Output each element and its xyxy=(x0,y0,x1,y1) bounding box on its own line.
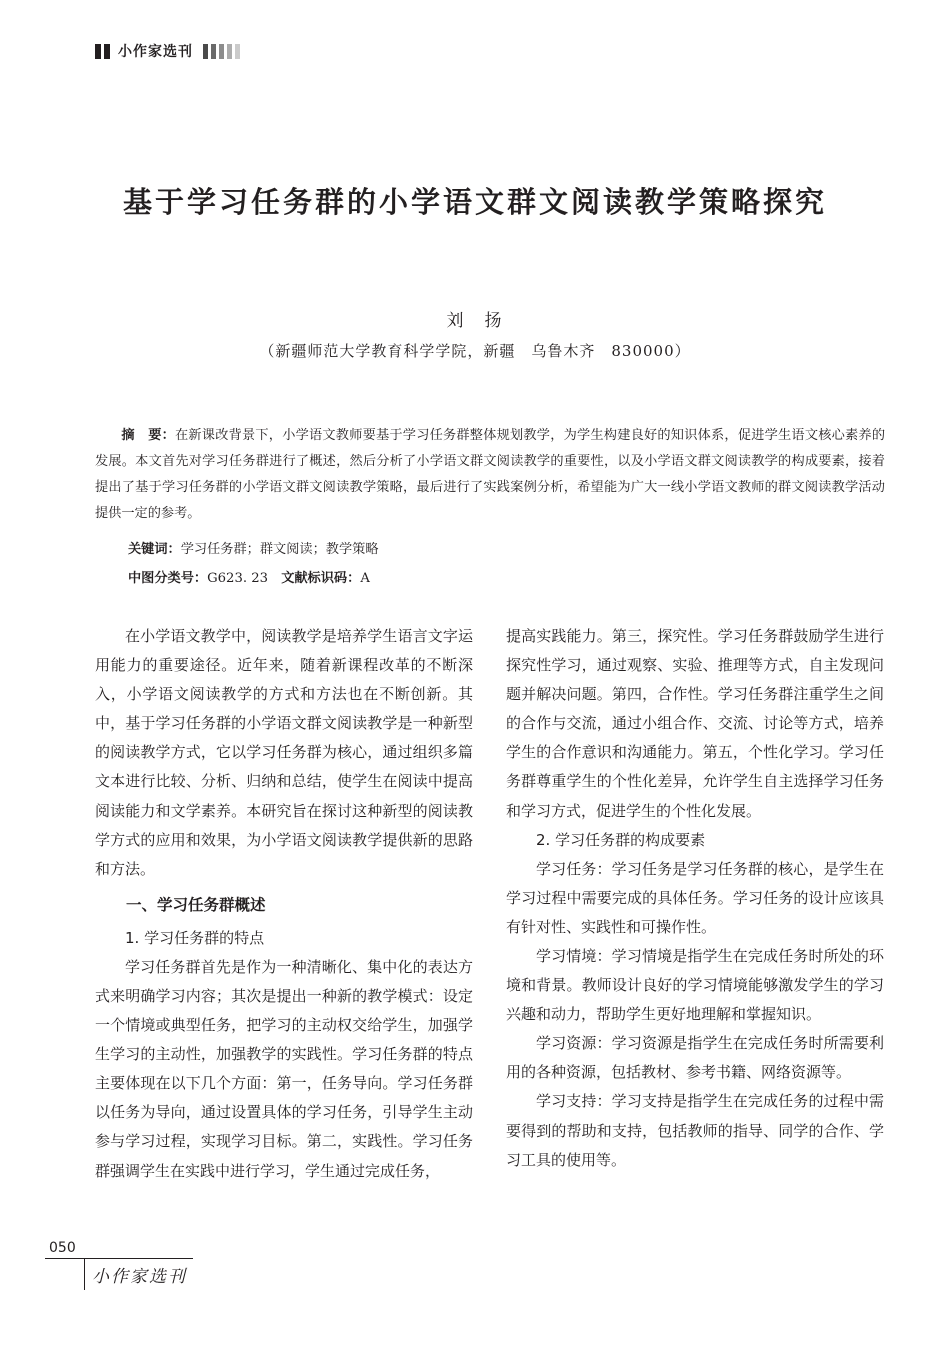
clc-label: 中图分类号： xyxy=(128,571,208,586)
keywords-label: 关键词： xyxy=(128,542,181,557)
keywords xyxy=(128,538,379,557)
section-heading: 一、学习任务群概述 xyxy=(126,895,266,914)
body-column-right xyxy=(506,622,884,1175)
abstract-label: 摘 要： xyxy=(121,428,175,443)
intro-paragraph: 在小学语文教学中，阅读教学是培养学生语言文字运用能力的重要途径。近年来，随着新课程改革的不断深入，小学语文阅读教学的方式和方法也在不断创新。其中，基于学习任务群的小学语文群文阅读教学是一种新型的阅读教学方式，它以学习任务群为核心，通过组织多篇文本进行比较、分析、归纳和总结，使学生在阅读中提高阅读能力和文学素养。本研究旨在探讨这种新型的阅读教学方式的应用和效果，为小学语文阅读教学提供新的思路和方法。 xyxy=(95,627,473,878)
abstract xyxy=(95,423,885,527)
body-paragraph: 学习资源：学习资源是指学生在完成任务时所需要利用的各种资源，包括教材、参考书籍、网络资源等。 xyxy=(506,1034,884,1082)
body-paragraph: 提高实践能力。第三，探究性。学习任务群鼓励学生进行探究性学习，通过观察、实验、推理等方式，自主发现问题并解决问题。第四，合作性。学习任务群注重学生之间的合作与交流，通过小组合作、交流、讨论等方式，培养学生的合作意识和沟通能力。第五，个性化学习。学习任务群尊重学生的个性化差异，允许学生自主选择学习任务和学习方式，促进学生的个性化发展。 xyxy=(506,627,884,820)
footer-brand-logo: 小作家选刊 xyxy=(92,1267,187,1287)
affiliation: （新疆师范大学教育科学学院，新疆 乌鲁木齐 830000） xyxy=(259,342,691,360)
classification xyxy=(128,567,370,586)
header-gradient-mark xyxy=(203,44,240,59)
body-paragraph: 学习支持：学习支持是指学生在完成任务的过程中需要得到的帮助和支持，包括教师的指导、同学的合作、学习工具的使用等。 xyxy=(506,1092,884,1169)
body-column-left xyxy=(95,622,473,1186)
doc-code-value: A xyxy=(360,571,370,586)
page-number: 050 xyxy=(49,1240,76,1256)
author: 刘 扬 xyxy=(446,311,504,331)
doc-code-label: 文献标识码： xyxy=(281,571,361,586)
subsection-heading: 1. 学习任务群的特点 xyxy=(125,928,265,947)
body-paragraph: 学习任务群首先是作为一种清晰化、集中化的表达方式来明确学习内容；其次是提出一种新的教学模式：设定一个情境或典型任务，把学习的主动权交给学生，加强学生学习的主动性，加强教学的实践性。学习任务群的特点主要体现在以下几个方面：第一，任务导向。学习任务群以任务为导向，通过设置具体的学习任务，引导学生主动参与学习过程，实现学习目标。第二，实践性。学习任务群强调学生在实践中进行学习，学生通过完成任务， xyxy=(95,957,473,1180)
body-paragraph: 学习任务：学习任务是学习任务群的核心，是学生在学习过程中需要完成的具体任务。学习任务的设计应该具有针对性、实践性和可操作性。 xyxy=(506,859,884,936)
subsection-heading: 2. 学习任务群的构成要素 xyxy=(536,830,706,849)
running-header xyxy=(95,40,240,62)
body-paragraph: 学习情境：学习情境是指学生在完成任务时所处的环境和背景。教师设计良好的学习情境能够激发学生的学习兴趣和动力，帮助学生更好地理解和掌握知识。 xyxy=(506,946,884,1024)
abstract-text: 在新课改背景下，小学语文教师要基于学习任务群整体规划教学，为学生构建良好的知识体系，促进学生语文核心素养的发展。本文首先对学习任务群进行了概述，然后分析了小学语文群文阅读教学的重要性，以及小学语文群文阅读教学的构成要素，接着提出了基于学习任务群的小学语文群文阅读教学策略，最后进行了实践案例分析，希望能为广大一线小学语文教师的群文阅读教学活动提供一定的参考。 xyxy=(95,428,886,521)
journal-name: 小作家选刊 xyxy=(118,44,193,60)
footer-rule xyxy=(45,1258,193,1259)
clc-value: G623. 23 xyxy=(207,571,268,586)
article-title: 基于学习任务群的小学语文群文阅读教学策略探究 xyxy=(122,185,827,219)
header-bar-mark xyxy=(95,44,110,59)
footer-divider xyxy=(84,1258,85,1290)
keywords-text: 学习任务群；群文阅读；教学策略 xyxy=(180,542,379,557)
